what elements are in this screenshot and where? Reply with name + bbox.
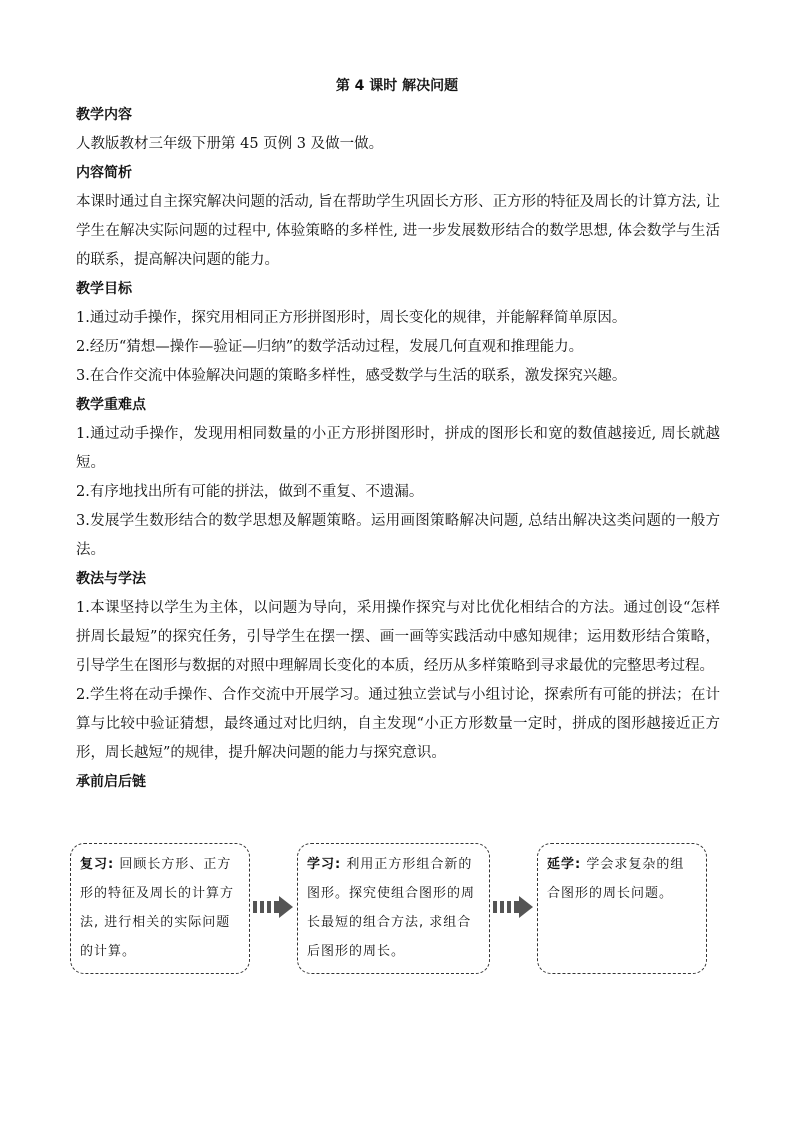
- review-box: [70, 843, 250, 974]
- content-text: 人教版教材三年级下册第 45 页例 3 及做一做。: [76, 136, 384, 152]
- section-heading-methods: 教法与学法: [76, 571, 146, 587]
- keypoint-item: 2.有序地找出所有可能的拼法，做到不重复、不遗漏。: [76, 484, 424, 500]
- section-heading-keypoints: 教学重难点: [76, 397, 146, 413]
- section-heading-content: 教学内容: [76, 107, 132, 123]
- lesson-title: 第 4 课时 解决问题: [335, 78, 459, 94]
- goal-item: 3.在合作交流中体验解决问题的策略多样性，感受数学与生活的联系，激发探究兴趣。: [76, 368, 627, 384]
- keypoint-item: 1.通过动手操作，发现用相同数量的小正方形拼图形时，拼成的图形长和宽的数值越接近, 周长就越短。: [76, 426, 720, 471]
- learn-text: 利用正方形组合新的图形。探究使组合图形的周长最短的组合方法, 求组合后图形的周长。: [307, 857, 476, 959]
- section-heading-summary: 内容简析: [76, 165, 132, 181]
- keypoint-item: 3.发展学生数形结合的数学思想及解题策略。运用画图策略解决问题, 总结出解决这类问题的一般方法。: [76, 513, 720, 558]
- learn-box: [297, 843, 490, 974]
- review-label: 复习:: [80, 857, 115, 872]
- arrow-right-icon: [252, 896, 294, 918]
- extend-box: [537, 843, 707, 974]
- section-heading-chain: 承前启后链: [76, 774, 146, 790]
- lesson-chain-diagram: [0, 843, 794, 975]
- learn-label: 学习:: [307, 857, 342, 872]
- summary-text: 本课时通过自主探究解决问题的活动, 旨在帮助学生巩固长方形、正方形的特征及周长的计算方法, 让学生在解决实际问题的过程中, 体验策略的多样性, 进一步发展数形结合的数学思想, 体会数学与生活的联系，提高解决问题的能力。: [76, 194, 720, 268]
- lesson-content: [76, 101, 720, 797]
- goal-item: 2.经历“猜想—操作—验证—归纳”的数学活动过程，发展几何直观和推理能力。: [76, 339, 584, 355]
- method-item: 1.本课坚持以学生为主体，以问题为导向，采用操作探究与对比优化相结合的方法。通过创设“怎样拼周长最短”的探究任务，引导学生在摆一摆、画一画等实践活动中感知规律；运用数形结合策略，引导学生在图形与数据的对照中理解周长变化的本质，经历从多样策略到寻求最优的完整思考过程。: [76, 600, 720, 674]
- section-heading-goals: 教学目标: [76, 281, 132, 297]
- method-item: 2.学生将在动手操作、合作交流中开展学习。通过独立尝试与小组讨论，探索所有可能的拼法；在计算与比较中验证猜想，最终通过对比归纳，自主发现“小正方形数量一定时，拼成的图形越接近正方形，周长越短”的规律，提升解决问题的能力与探究意识。: [76, 687, 720, 761]
- extend-text: 学会求复杂的组合图形的周长问题。: [547, 857, 685, 901]
- review-text: 回顾长方形、正方形的特征及周长的计算方法, 进行相关的实际问题的计算。: [80, 857, 235, 959]
- goal-item: 1.通过动手操作，探究用相同正方形拼图形时，周长变化的规律，并能解释简单原因。: [76, 310, 627, 326]
- arrow-right-icon: [492, 896, 534, 918]
- extend-label: 延学:: [547, 857, 582, 872]
